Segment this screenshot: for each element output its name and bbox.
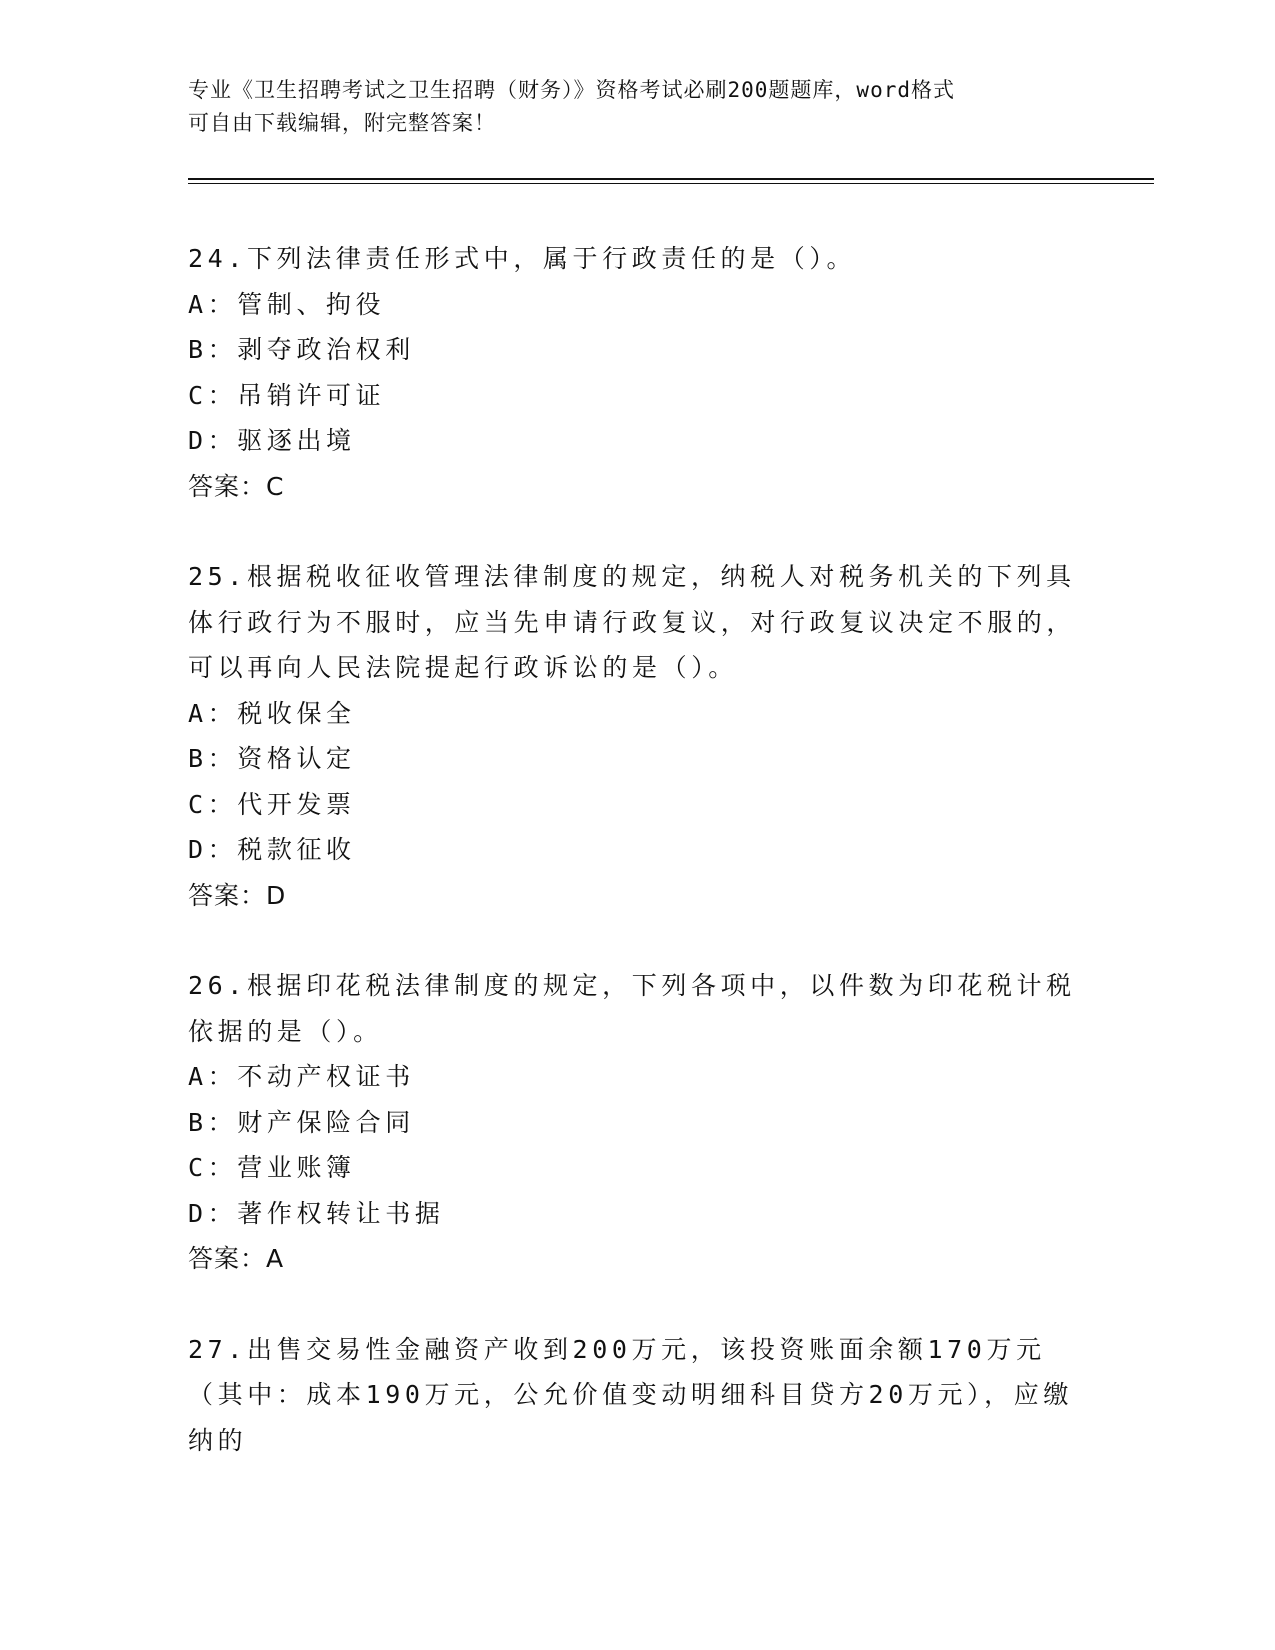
option-d: D：税款征收 bbox=[188, 835, 356, 864]
question-25 bbox=[188, 554, 1088, 918]
question-list bbox=[188, 236, 1088, 1508]
option-c: C：吊销许可证 bbox=[188, 380, 386, 410]
question-27 bbox=[188, 1327, 1088, 1464]
option-a: A：不动产权证书 bbox=[188, 1062, 415, 1091]
option-b: B：剥夺政治权利 bbox=[188, 335, 415, 364]
answer: 答案：C bbox=[188, 471, 285, 501]
question-text: 24.下列法律责任形式中，属于行政责任的是（）。 bbox=[188, 244, 857, 273]
header-title-line-2: 可自由下载编辑，附完整答案！ bbox=[188, 111, 496, 135]
answer: 答案：D bbox=[188, 880, 287, 910]
header-title-line-1: 专业《卫生招聘考试之卫生招聘（财务）》资格考试必刷200题题库，word格式 bbox=[188, 78, 955, 102]
option-d: D：驱逐出境 bbox=[188, 426, 356, 455]
option-c: C：营业账簿 bbox=[188, 1153, 356, 1182]
option-a: A：管制、拘役 bbox=[188, 289, 386, 319]
question-26 bbox=[188, 963, 1088, 1282]
header-divider-thick bbox=[188, 178, 1154, 180]
document-header bbox=[188, 74, 1068, 140]
option-b: B：资格认定 bbox=[188, 744, 356, 773]
answer: 答案：A bbox=[188, 1244, 285, 1273]
question-text: 26.根据印花税法律制度的规定，下列各项中，以件数为印花税计税依据的是（）。 bbox=[188, 971, 1076, 1046]
option-d: D：著作权转让书据 bbox=[188, 1198, 445, 1228]
option-a: A：税收保全 bbox=[188, 698, 356, 728]
question-24 bbox=[188, 236, 1088, 509]
question-text: 25.根据税收征收管理法律制度的规定，纳税人对税务机关的下列具体行政行为不服时，应当先申请行政复议，对行政复议决定不服的，可以再向人民法院提起行政诉讼的是（）。 bbox=[188, 562, 1077, 682]
option-c: C：代开发票 bbox=[188, 789, 356, 819]
option-b: B：财产保险合同 bbox=[188, 1107, 415, 1137]
question-text: 27.出售交易性金融资产收到200万元，该投资账面余额170万元（其中：成本190万元，公允价值变动明细科目贷方20万元），应缴纳的 bbox=[188, 1334, 1073, 1455]
header-divider-thin bbox=[188, 183, 1154, 184]
